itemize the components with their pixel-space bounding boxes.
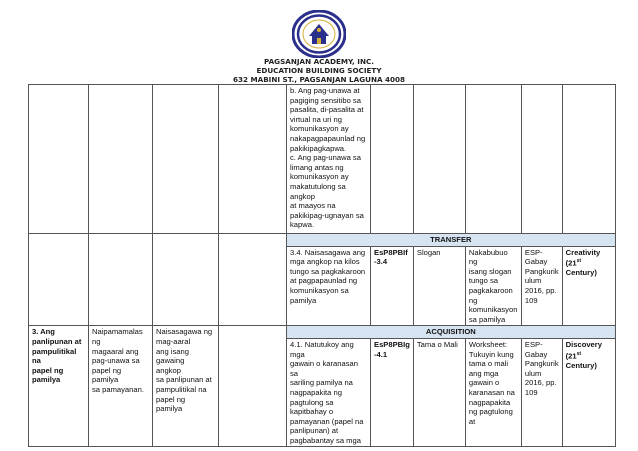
school-address: 632 MABINI ST., PAGSANJAN LAGUNA 4008 <box>232 75 406 84</box>
resources-cell: ESP- Gabay Pangkurik ulum 2016, pp. 109 <box>521 338 562 447</box>
values-cell <box>562 338 615 447</box>
table-cell <box>219 234 287 326</box>
table-cell <box>219 85 287 234</box>
assessment-cell: Nakabubuo ng isang slogan tungo sa pagkakaroon ng komunikasyon sa pamilya <box>465 246 521 326</box>
table-cell <box>219 326 287 447</box>
table-row <box>29 85 616 234</box>
learning-activity-cell: 3.4. Naisasagawa ang mga angkop na kilos tungo sa pagkakaroon at pagpapaunlad ng komunikasyon sa pamilya <box>287 246 371 326</box>
school-seal-icon <box>292 10 346 58</box>
values-text: Discovery (21 <box>565 339 602 361</box>
table-cell <box>153 85 219 234</box>
acquisition-header: ACQUISITION <box>287 326 616 339</box>
values-text: Creativity (21 <box>565 247 601 268</box>
table-cell <box>29 234 89 326</box>
section-row <box>29 234 616 247</box>
code-cell: EsP8PBIg -4.1 <box>371 338 414 447</box>
assessment-cell: Worksheet: Tukuyin kung tama o mali ang mga gawain o karanasan na nagpapakita ng pagtulong at <box>465 338 521 447</box>
learning-activity-cell: b. Ang pag-unawa at pagiging sensitibo sa pasalita, di-pasalita at virtual na uri ng komunikasyon ay nakapagpapaunlad ng pakikipagkapwa. c. Ang pag-unawa sa limang antas ng komunikasyon ay makatutulong sa angkop at maayos na pakikipag-ugnayan sa kapwa. <box>287 85 371 234</box>
school-name: PAGSANJAN ACADEMY, INC. <box>264 57 374 66</box>
performance-standard-cell: Naisasagawa ng mag-aaral ang isang gawaing angkop sa panlipunan at pampulitikal na papel ng pamilya <box>153 326 219 447</box>
topic-cell: 3. Ang panlipunan at pampulitikal na papel ng pamilya <box>29 326 89 447</box>
resources-cell: ESP- Gabay Pangkurik ulum 2016, pp. 109 <box>521 246 562 326</box>
table-cell <box>562 85 615 234</box>
strategy-cell: Tama o Mali <box>413 338 465 447</box>
table-cell <box>89 85 153 234</box>
strategy-cell: Slogan <box>413 246 465 326</box>
transfer-header: TRANSFER <box>287 234 616 247</box>
values-superscript: st <box>576 350 582 357</box>
values-superscript: st <box>576 258 582 265</box>
section-row <box>29 326 616 339</box>
code-cell: EsP8PBIf -3.4 <box>371 246 414 326</box>
curriculum-map-table <box>28 84 616 447</box>
school-society: EDUCATION BUILDING SOCIETY <box>256 66 382 75</box>
values-text-end: Century) <box>565 360 597 370</box>
table-cell <box>29 85 89 234</box>
values-text-end: Century) <box>565 268 597 278</box>
values-cell <box>562 246 615 326</box>
table-cell <box>89 234 153 326</box>
table-cell <box>413 85 465 234</box>
table-cell <box>521 85 562 234</box>
content-standard-cell: Naipamamalas ng magaaral ang pag-unawa sa papel ng pamilya sa pamayanan. <box>89 326 153 447</box>
learning-activity-cell: 4.1. Natutukoy ang mga gawain o karanasan sa sariling pamilya na nagpapakita ng pagtulong sa kapitbahay o pamayanan (papel na panlipunan) at pagbabantay sa mga <box>287 338 371 447</box>
table-cell <box>465 85 521 234</box>
table-cell <box>153 234 219 326</box>
table-cell <box>371 85 414 234</box>
